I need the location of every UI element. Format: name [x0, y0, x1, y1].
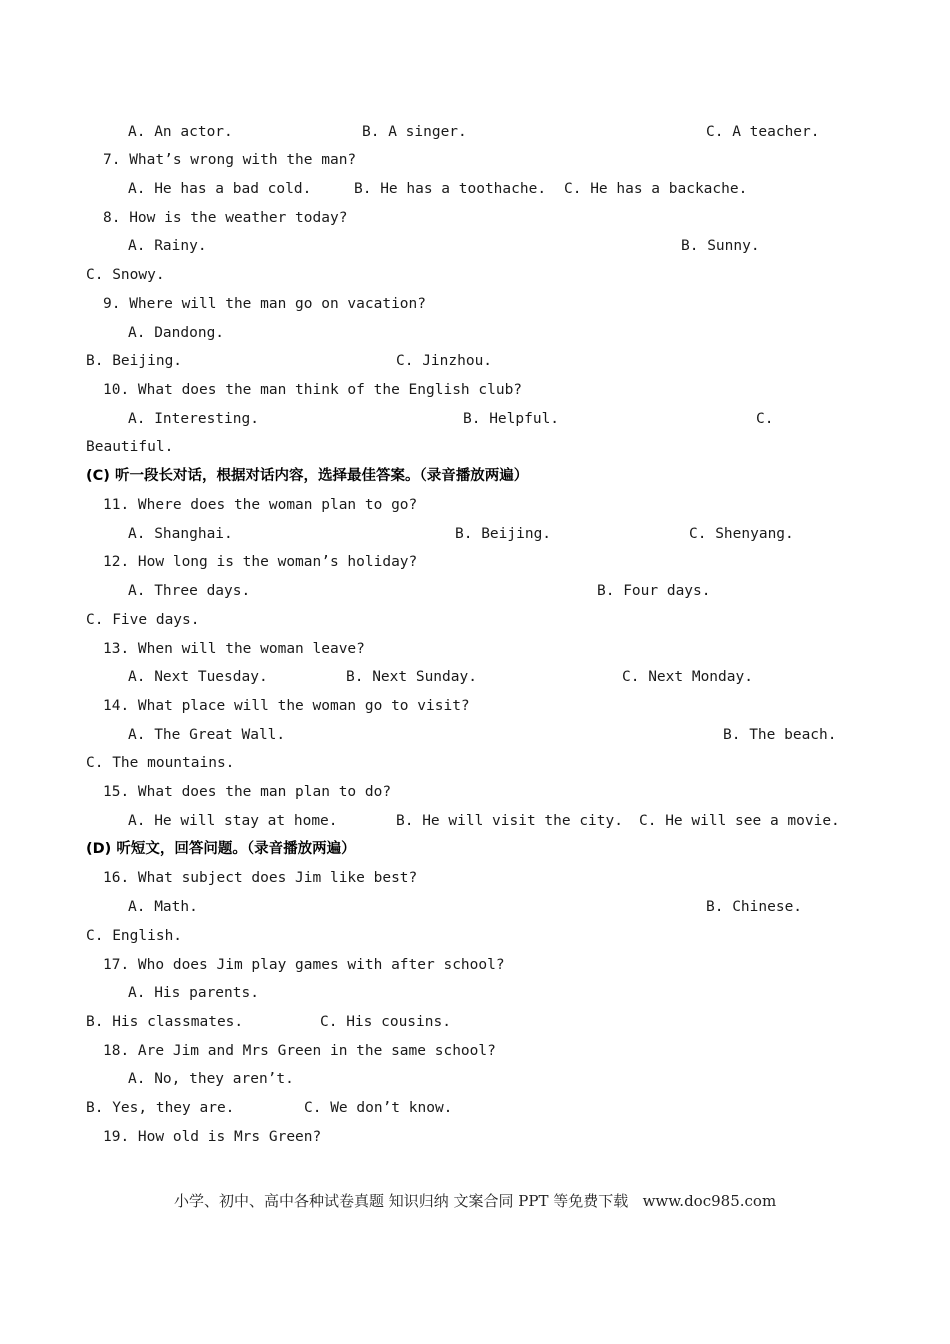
q10-option-a: A. Interesting.: [128, 411, 259, 427]
q16-option-c: C. English.: [86, 928, 183, 944]
q9-option-a: A. Dandong.: [128, 325, 225, 341]
q18-option-c: C. We don’t know.: [304, 1100, 453, 1116]
q11-option-c: C. Shenyang.: [689, 526, 794, 542]
q13-question: 13. When will the woman leave?: [103, 641, 365, 657]
q17-question: 17. Who does Jim play games with after school?: [103, 957, 505, 973]
q14-option-b: B. The beach.: [723, 727, 837, 743]
q10-option-c-letter: C.: [756, 411, 774, 427]
q7-option-c: C. He has a backache.: [564, 181, 748, 197]
q8-option-a: A. Rainy.: [128, 238, 207, 254]
q8-option-c: C. Snowy.: [86, 267, 165, 283]
q13-option-c: C. Next Monday.: [622, 669, 753, 685]
q12-question: 12. How long is the woman’s holiday?: [103, 554, 418, 570]
q7-option-a: A. He has a bad cold.: [128, 181, 312, 197]
q19-question: 19. How old is Mrs Green?: [103, 1129, 322, 1145]
q7-question: 7. What’s wrong with the man?: [103, 152, 357, 168]
section-c-heading: (C) 听一段长对话，根据对话内容，选择最佳答案。（录音播放两遍）: [86, 468, 529, 484]
q8-question: 8. How is the weather today?: [103, 210, 348, 226]
q15-question: 15. What does the man plan to do?: [103, 784, 392, 800]
q12-option-b: B. Four days.: [597, 583, 711, 599]
q11-question: 11. Where does the woman plan to go?: [103, 497, 418, 513]
q16-option-a: A. Math.: [128, 899, 198, 915]
q6-option-a: A. An actor.: [128, 124, 233, 140]
q14-option-c: C. The mountains.: [86, 755, 235, 771]
q15-option-c: C. He will see a movie.: [639, 813, 840, 829]
q6-option-c: C. A teacher.: [706, 124, 820, 140]
q10-option-b: B. Helpful.: [463, 411, 560, 427]
q9-option-b: B. Beijing.: [86, 353, 183, 369]
q13-option-a: A. Next Tuesday.: [128, 669, 268, 685]
q17-option-a: A. His parents.: [128, 985, 259, 1001]
section-d-heading: (D) 听短文，回答问题。（录音播放两遍）: [86, 841, 356, 857]
q10-option-c-text: Beautiful.: [86, 439, 174, 455]
q6-option-b: B. A singer.: [362, 124, 467, 140]
q14-question: 14. What place will the woman go to visit?: [103, 698, 470, 714]
q7-option-b: B. He has a toothache.: [354, 181, 547, 197]
q11-option-b: B. Beijing.: [455, 526, 552, 542]
q16-question: 16. What subject does Jim like best?: [103, 870, 418, 886]
q15-option-a: A. He will stay at home.: [128, 813, 338, 829]
q12-option-a: A. Three days.: [128, 583, 251, 599]
page-footer: 小学、初中、高中各种试卷真题 知识归纳 文案合同 PPT 等免费下载 www.doc985.com: [174, 1192, 777, 1210]
q12-option-c: C. Five days.: [86, 612, 200, 628]
q14-option-a: A. The Great Wall.: [128, 727, 286, 743]
q13-option-b: B. Next Sunday.: [346, 669, 477, 685]
q15-option-b: B. He will visit the city.: [396, 813, 623, 829]
q10-question: 10. What does the man think of the English club?: [103, 382, 523, 398]
q18-option-a: A. No, they aren’t.: [128, 1071, 294, 1087]
q9-option-c: C. Jinzhou.: [396, 353, 493, 369]
q8-option-b: B. Sunny.: [681, 238, 760, 254]
q17-option-c: C. His cousins.: [320, 1014, 451, 1030]
q18-option-b: B. Yes, they are.: [86, 1100, 235, 1116]
q11-option-a: A. Shanghai.: [128, 526, 233, 542]
q16-option-b: B. Chinese.: [706, 899, 803, 915]
q17-option-b: B. His classmates.: [86, 1014, 244, 1030]
q9-question: 9. Where will the man go on vacation?: [103, 296, 427, 312]
q18-question: 18. Are Jim and Mrs Green in the same school?: [103, 1043, 496, 1059]
